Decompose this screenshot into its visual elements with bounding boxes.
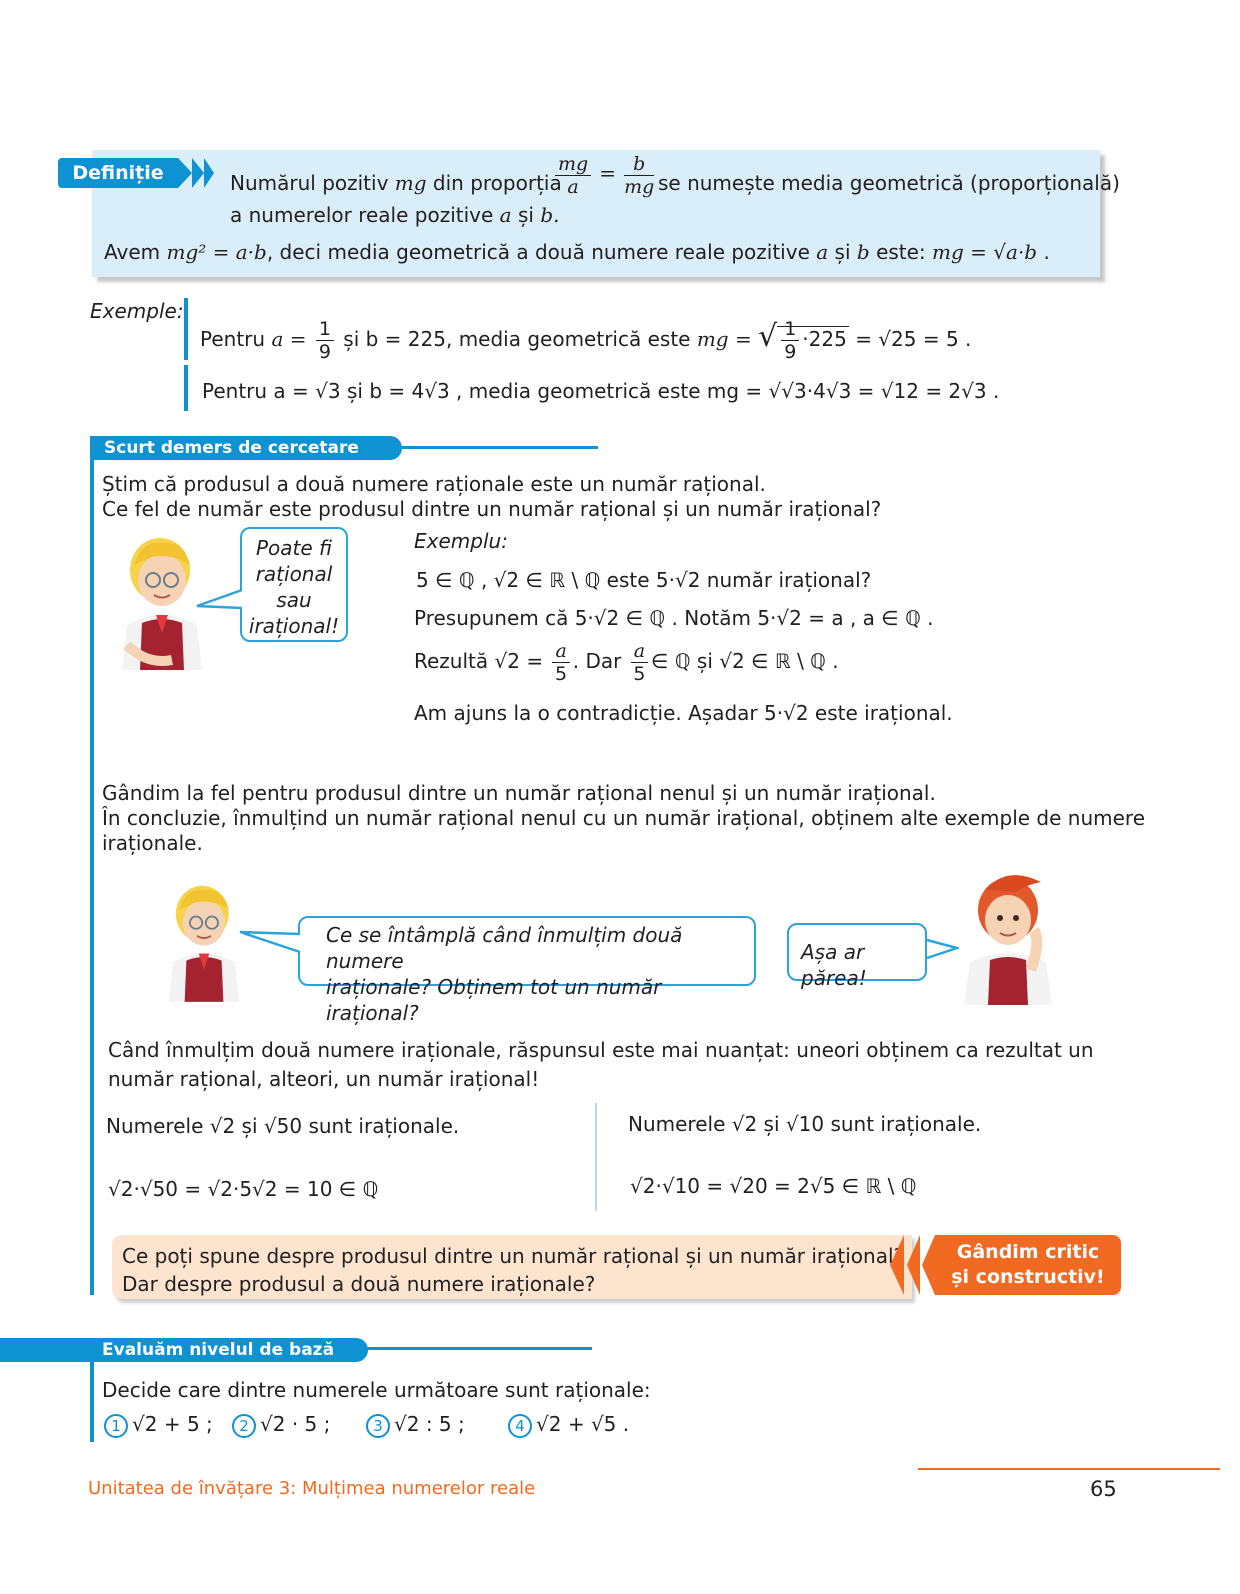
question-line1: Ce poți spune despre produsul dintre un număr rațional și un număr irațional? [122, 1244, 905, 1268]
left-example-line1: Numerele √2 și √50 sunt iraționale. [106, 1114, 460, 1138]
definition-line3: Avem mg² = a·b, deci media geometrică a două numere reale pozitive a și b este: mg = √a·b . [104, 240, 1050, 264]
definition-line2: a numerelor reale pozitive a și b. [230, 203, 560, 227]
evaluate-line [366, 1347, 592, 1350]
chevron-icon [890, 1235, 904, 1295]
speech-bubble: Așa ar părea! [787, 923, 927, 981]
research-p7: număr rațional, alteori, un număr irațional! [108, 1067, 540, 1091]
definition-tag: Definiție [58, 158, 178, 188]
number-badge: 1 [104, 1414, 128, 1438]
research-bar [90, 460, 94, 1295]
research-line [400, 446, 598, 449]
evaluate-bar [90, 1362, 94, 1442]
number-badge: 3 [366, 1414, 390, 1438]
example-line4: Am ajuns la o contradicție. Așadar 5·√2 este irațional. [414, 701, 953, 725]
speech-bubble: Poate fi rațional sau irațional! [240, 527, 348, 642]
number-badge: 2 [232, 1414, 256, 1438]
evaluate-item-2: 2 √2 · 5 ; [232, 1411, 330, 1438]
research-tag: Scurt demers de cercetare [90, 436, 402, 460]
example-1: Pentru a = $\frac{1}{9}$ și b = 225, media geometrică este mg = √ $\frac{1}{9}$ ·225 = √25 = 5 . [200, 318, 972, 363]
examples-bar [184, 298, 188, 360]
chevron-icon [922, 1235, 935, 1295]
example-label: Exemplu: [414, 529, 508, 553]
number-badge: 4 [508, 1414, 532, 1438]
question-line2: Dar despre produsul a două numere iraționale? [122, 1272, 596, 1296]
boy-illustration [160, 875, 248, 1010]
evaluate-item-3: 3 √2 : 5 ; [366, 1411, 465, 1438]
footer-unit: Unitatea de învățare 3: Mulțimea numerelor reale [88, 1478, 536, 1499]
definition-line1-end: se numește media geometrică (proporțională) [658, 171, 1120, 195]
examples-label: Exemple: [90, 299, 184, 323]
research-p4: În concluzie, înmulțind un număr rațional nenul cu un număr irațional, obținem alte exemple de numere [102, 806, 1146, 830]
chevron-icon [178, 158, 192, 188]
chevron-icon [204, 158, 214, 188]
think-critically-tag: Gândim critic și constructiv! [935, 1235, 1121, 1295]
chevron-icon [907, 1235, 920, 1295]
evaluate-item-4: 4 √2 + √5 . [508, 1411, 629, 1438]
research-p6: Când înmulțim două numere iraționale, răspunsul este mai nuanțat: uneori obținem ca rezultat un [108, 1038, 1094, 1062]
research-p1: Știm că produsul a două numere raționale este un număr rațional. [102, 472, 766, 496]
left-example-line2: √2·√50 = √2·5√2 = 10 ∈ ℚ [108, 1177, 379, 1201]
footer-line [918, 1468, 1220, 1470]
right-example-line1: Numerele √2 și √10 sunt iraționale. [628, 1112, 982, 1136]
boy-illustration [956, 870, 1060, 1005]
example-line3: Rezultă √2 = $\frac{a}{5}$ . Dar $\frac{a}{5}$ ∈ ℚ și √2 ∈ ℝ \ ℚ . [414, 640, 839, 685]
chevron-icon [192, 158, 204, 188]
bubble-tail [238, 928, 302, 956]
speech-bubble: Ce se întâmplă când înmulțim două numere iraționale? Obținem tot un număr irațional? [298, 916, 756, 986]
research-p2: Ce fel de număr este produsul dintre un număr rațional și un număr irațional? [102, 497, 882, 521]
examples-bar [184, 365, 188, 411]
evaluate-tag: Evaluăm nivelul de bază [0, 1338, 368, 1362]
evaluate-prompt: Decide care dintre numerele următoare sunt raționale: [102, 1378, 651, 1402]
definition-line1: Numărul pozitiv mg din proporția [230, 171, 562, 195]
example-line1: 5 ∈ ℚ , √2 ∈ ℝ \ ℚ este 5·√2 număr irațional? [416, 568, 872, 592]
research-p3: Gândim la fel pentru produsul dintre un număr rațional nenul și un număr irațional. [102, 781, 936, 805]
right-example-line2: √2·√10 = √20 = 2√5 ∈ ℝ \ ℚ [630, 1174, 917, 1198]
research-p5: iraționale. [102, 831, 203, 855]
column-divider [595, 1103, 597, 1211]
example-line2: Presupunem că 5·√2 ∈ ℚ . Notăm 5·√2 = a , a ∈ ℚ . [414, 606, 934, 630]
evaluate-item-1: 1 √2 + 5 ; [104, 1411, 213, 1438]
bubble-tail [925, 938, 959, 962]
definition-proportion: $\frac{mg}{a}$ = $\frac{b}{mg}$ [552, 153, 657, 198]
bubble-tail [195, 588, 245, 612]
example-2: Pentru a = √3 și b = 4√3 , media geometrică este mg = √√3·4√3 = √12 = 2√3 . [202, 379, 1000, 403]
page-number: 65 [1090, 1477, 1117, 1501]
